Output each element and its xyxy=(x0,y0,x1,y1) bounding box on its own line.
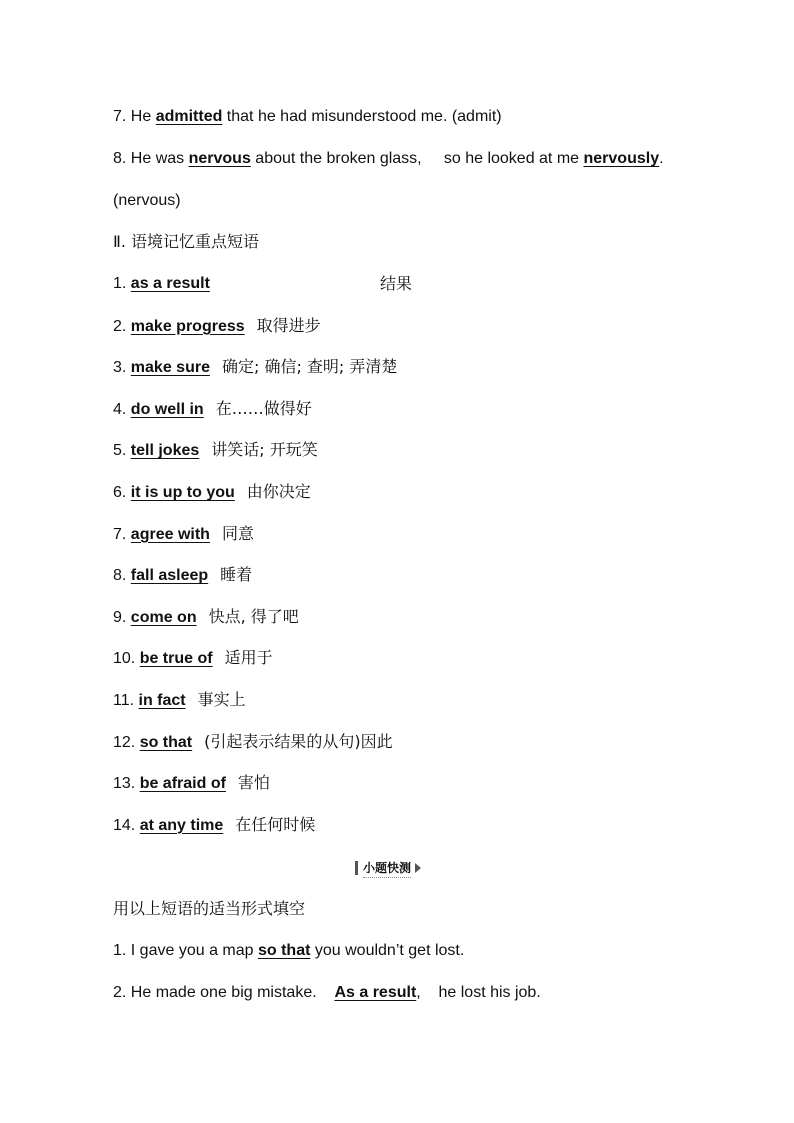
phrase-meaning: (引起表示结果的从句)因此 xyxy=(204,731,393,751)
phrase-answer: agree with xyxy=(130,525,210,543)
phrase-answer: fall asleep xyxy=(130,567,209,585)
phrase-row xyxy=(113,482,311,503)
phrase-row xyxy=(113,773,270,794)
phrase-meaning: 由你决定 xyxy=(246,482,311,501)
review-line-7 xyxy=(113,107,502,127)
line-suffix: that he had misunderstood me. (admit) xyxy=(222,108,502,125)
line-suffix: , he lost his job. xyxy=(416,984,541,1001)
phrase-number: 6. xyxy=(113,484,131,501)
phrase-answer: so that xyxy=(139,733,193,751)
quiz-instruction: 用以上短语的适当形式填空 xyxy=(113,899,306,918)
phrase-row xyxy=(113,524,254,545)
phrase-row xyxy=(113,815,315,836)
phrase-number: 14. xyxy=(113,816,140,834)
line-suffix: you wouldn’t get lost. xyxy=(310,942,465,959)
phrase-answer: as a result xyxy=(130,275,210,292)
line-suffix: . xyxy=(659,150,664,167)
triangle-right-icon xyxy=(415,863,421,873)
phrase-row xyxy=(113,440,318,461)
phrase-meaning: 取得进步 xyxy=(256,315,321,335)
phrase-meaning: 在……做得好 xyxy=(215,398,312,418)
line-middle: about the broken glass, so he looked at me xyxy=(250,150,584,167)
phrase-meaning: 在任何时候 xyxy=(235,814,316,834)
phrase-meaning: 适用于 xyxy=(224,648,273,668)
line-prefix: 1. I gave you a map xyxy=(113,942,258,959)
answer-blank: nervous xyxy=(188,150,251,167)
phrase-answer: in fact xyxy=(138,692,186,709)
quiz-badge-label: 小题快测 xyxy=(363,859,411,878)
phrase-number: 1. xyxy=(113,275,131,292)
phrase-row xyxy=(113,690,246,711)
answer-blank: nervously xyxy=(583,150,660,167)
quiz-badge xyxy=(355,859,421,877)
phrase-row xyxy=(113,607,299,628)
phrase-row xyxy=(113,732,393,753)
phrase-meaning: 睡着 xyxy=(220,565,253,585)
phrase-meaning: 同意 xyxy=(221,523,254,543)
review-line-8-hint: (nervous) xyxy=(113,192,181,209)
phrase-number: 7. xyxy=(113,525,131,543)
phrase-row xyxy=(113,565,252,586)
phrase-answer: it is up to you xyxy=(130,484,235,501)
phrase-number: 4. xyxy=(113,400,131,418)
phrase-number: 2. xyxy=(113,317,131,335)
phrase-answer: make progress xyxy=(130,317,245,335)
answer-blank: admitted xyxy=(155,108,223,125)
line-prefix: 2. He made one big mistake. xyxy=(113,984,335,1001)
phrase-answer: be true of xyxy=(139,650,213,668)
phrase-row xyxy=(113,316,321,337)
phrase-answer: be afraid of xyxy=(139,775,226,793)
phrase-answer: tell jokes xyxy=(130,442,200,460)
phrase-number: 10. xyxy=(113,650,140,668)
review-line-8 xyxy=(113,149,664,169)
phrase-answer: do well in xyxy=(130,400,204,418)
phrase-meaning: 事实上 xyxy=(197,690,246,709)
phrase-row xyxy=(113,274,413,294)
phrase-number: 12. xyxy=(113,733,140,751)
phrase-number: 3. xyxy=(113,359,131,377)
quiz-question-2 xyxy=(113,983,541,1003)
answer-blank: As a result xyxy=(334,984,417,1001)
phrase-answer: come on xyxy=(130,608,197,626)
phrase-number: 13. xyxy=(113,775,140,793)
phrase-row xyxy=(113,399,312,420)
phrase-number: 8. xyxy=(113,567,131,585)
line-prefix: 7. He xyxy=(113,108,156,125)
answer-blank: so that xyxy=(257,942,311,959)
phrase-answer: make sure xyxy=(130,359,210,377)
section-heading: Ⅱ. 语境记忆重点短语 xyxy=(113,232,260,251)
phrase-meaning: 讲笑话; 开玩笑 xyxy=(211,440,318,460)
phrase-meaning: 快点, 得了吧 xyxy=(208,606,299,626)
phrase-number: 11. xyxy=(113,692,139,709)
badge-bar-icon xyxy=(355,861,358,875)
phrase-row xyxy=(113,648,273,669)
phrase-meaning: 害怕 xyxy=(237,773,270,793)
phrase-answer: at any time xyxy=(139,816,224,834)
phrase-meaning: 结果 xyxy=(380,274,413,293)
phrase-number: 5. xyxy=(113,442,131,460)
phrase-meaning: 确定; 确信; 查明; 弄清楚 xyxy=(221,357,398,377)
phrase-number: 9. xyxy=(113,608,131,626)
phrase-row xyxy=(113,357,397,378)
line-prefix: 8. He was xyxy=(113,150,189,167)
quiz-question-1 xyxy=(113,941,464,961)
